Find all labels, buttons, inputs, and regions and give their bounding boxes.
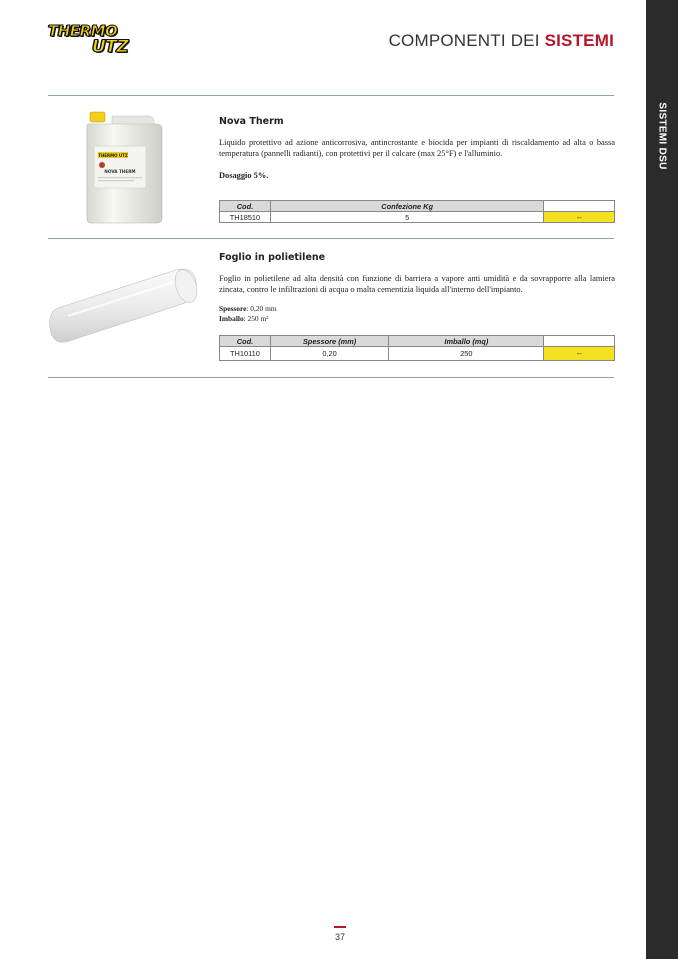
product-table bbox=[219, 335, 615, 361]
table-header-row bbox=[220, 201, 615, 212]
page-number-mark bbox=[334, 926, 346, 928]
spec-packaging bbox=[219, 314, 268, 323]
page-title-accent: SISTEMI bbox=[544, 31, 614, 50]
section-sidebar bbox=[646, 0, 678, 959]
roll-icon bbox=[48, 262, 198, 348]
spec-thickness-label: Spessore bbox=[219, 304, 247, 313]
spec-packaging-label: Imballo bbox=[219, 313, 244, 323]
divider-bottom bbox=[48, 377, 614, 378]
table-header-row bbox=[220, 336, 615, 347]
divider-middle bbox=[48, 238, 614, 239]
table-cell-value: 0,20 bbox=[270, 347, 388, 361]
page-title-prefix: COMPONENTI DEI bbox=[388, 31, 545, 50]
spec-packaging-value: : 250 m² bbox=[243, 313, 269, 323]
table-row bbox=[220, 212, 615, 223]
canister-icon bbox=[84, 110, 166, 225]
table-cell-price: -- bbox=[544, 212, 615, 223]
product-description: Liquido protettivo ad azione anticorrosiva, antincrostante e biocida per impianti di riscaldamento ad alta o bassa temperatura (pannelli radianti), con protettivi per il calcare (max 25°F) e l'alluminio. bbox=[219, 138, 615, 158]
brand-logo bbox=[48, 22, 146, 58]
dosage-label: Dosaggio 5%. bbox=[219, 171, 269, 180]
product-title: Foglio in polietilene bbox=[219, 252, 326, 263]
table-header-cell: Cod. bbox=[220, 336, 271, 347]
table-header-cell bbox=[544, 336, 615, 347]
sidebar-section-label: SISTEMI DSU bbox=[656, 102, 668, 170]
table-header-cell: Spessore (mm) bbox=[270, 336, 388, 347]
divider-top bbox=[48, 95, 614, 96]
table-cell-value: 250 bbox=[389, 347, 544, 361]
logo-text-line2: UTZ bbox=[92, 37, 129, 57]
canister-label-name: NOVA THERM bbox=[104, 169, 136, 174]
table-cell-price: -- bbox=[544, 347, 615, 361]
table-header-cell: Confezione Kg bbox=[270, 201, 544, 212]
canister-label-brand: THERMO UTZ bbox=[98, 152, 128, 158]
page-number: 37 bbox=[334, 932, 345, 942]
dosage-note bbox=[219, 171, 268, 180]
table-row bbox=[220, 347, 615, 361]
table-cell-code: TH18510 bbox=[220, 212, 271, 223]
table-cell-code: TH10110 bbox=[220, 347, 271, 361]
spec-thickness-value: : 0,20 mm bbox=[246, 304, 277, 313]
table-header-cell: Cod. bbox=[220, 201, 271, 212]
spec-thickness bbox=[219, 304, 277, 313]
table-header-cell: Imballo (mq) bbox=[389, 336, 544, 347]
logo-text-line1: THERMO bbox=[48, 22, 118, 40]
page-title bbox=[389, 31, 614, 51]
table-header-cell bbox=[544, 201, 615, 212]
product-title: Nova Therm bbox=[219, 116, 284, 127]
product-description: Foglio in polietilene ad alta densità con funzione di barriera a vapore anti umidità e da sovrapporre alla lamiera zincata, contro le infiltrazioni di acqua o malta cementizia liquida all'interno dell'impianto. bbox=[219, 274, 615, 294]
product-table bbox=[219, 200, 615, 223]
table-cell-value: 5 bbox=[270, 212, 544, 223]
